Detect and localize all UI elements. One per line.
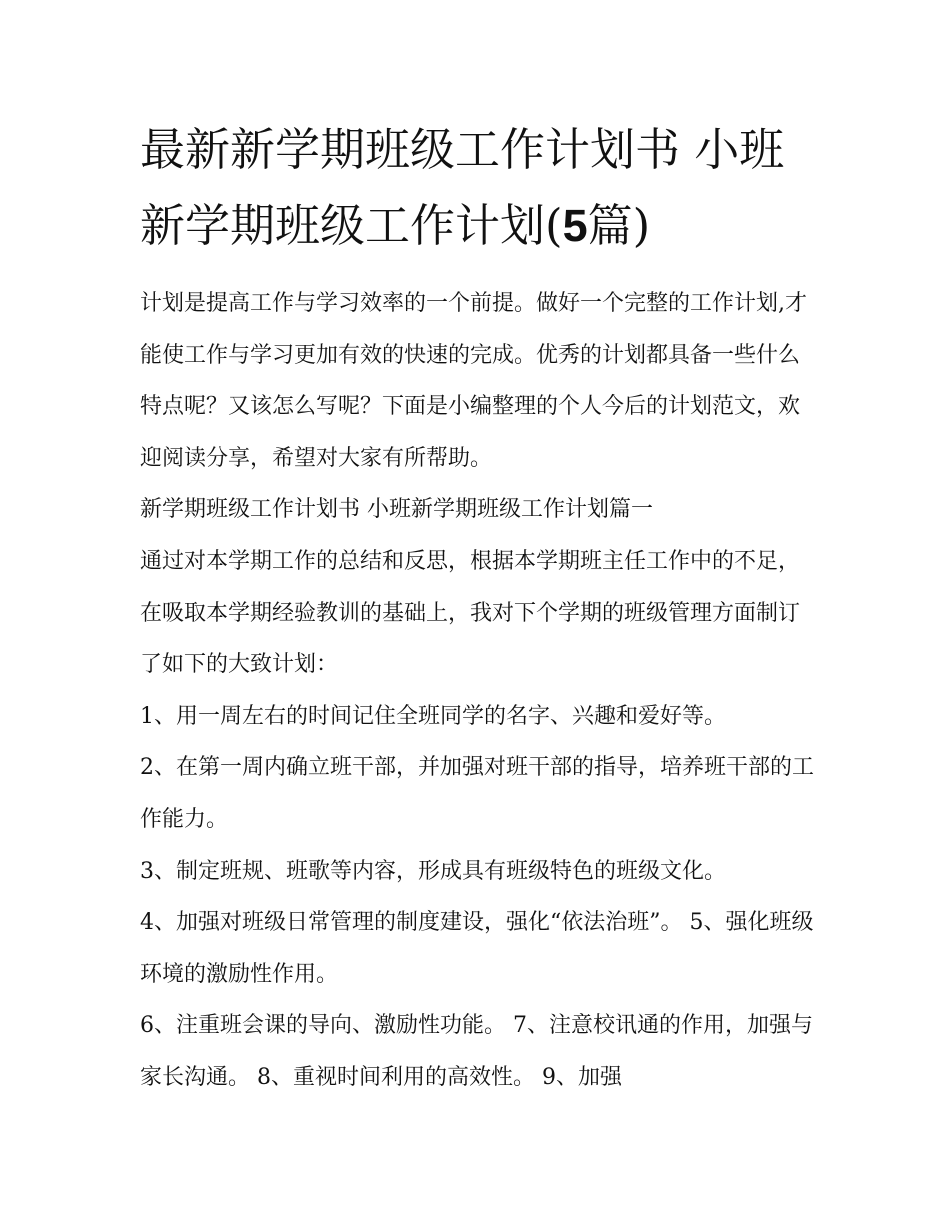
intro-paragraph: 计划是提高工作与学习效率的一个前提。做好一个完整的工作计划,才能使工作与学习更加有效的快速的完成。优秀的计划都具备一些什么特点呢？又该怎么写呢？下面是小编整理的个人今后的计划范文，欢迎阅读分享，希望对大家有所帮助。 [140, 291, 807, 471]
section-heading: 新学期班级工作计划书 小班新学期班级工作计划篇一 [140, 497, 653, 523]
title-count: 5 [562, 200, 588, 251]
document-body [140, 112, 820, 1104]
document-title [140, 112, 820, 264]
list-item: 2、在第一周内确立班干部，并加强对班干部的指导，培养班干部的工作能力。 [140, 755, 814, 832]
body-paragraph: 通过对本学期工作的总结和反思，根据本学期班主任工作中的不足，在吸取本学期经验教训的基础上，我对下个学期的班级管理方面制订了如下的大致计划： [140, 548, 801, 678]
list-item: 3、制定班规、班歌等内容，形成具有班级特色的班级文化。 [140, 858, 726, 884]
list-item: 4、加强对班级日常管理的制度建设，强化“依法治班”。 5、强化班级环境的激励性作用。 [140, 910, 814, 987]
title-suffix: 篇) [587, 199, 651, 252]
title-text: 最新新学期班级工作计划书 小班新学期班级工作计划( [140, 123, 785, 252]
list-item: 6、注重班会课的导向、激励性功能。 7、注意校讯通的作用，加强与家长沟通。 8、重视时间利用的高效性。 9、加强 [140, 1013, 813, 1090]
list-item: 1、用一周左右的时间记住全班同学的名字、兴趣和爱好等。 [140, 703, 726, 729]
